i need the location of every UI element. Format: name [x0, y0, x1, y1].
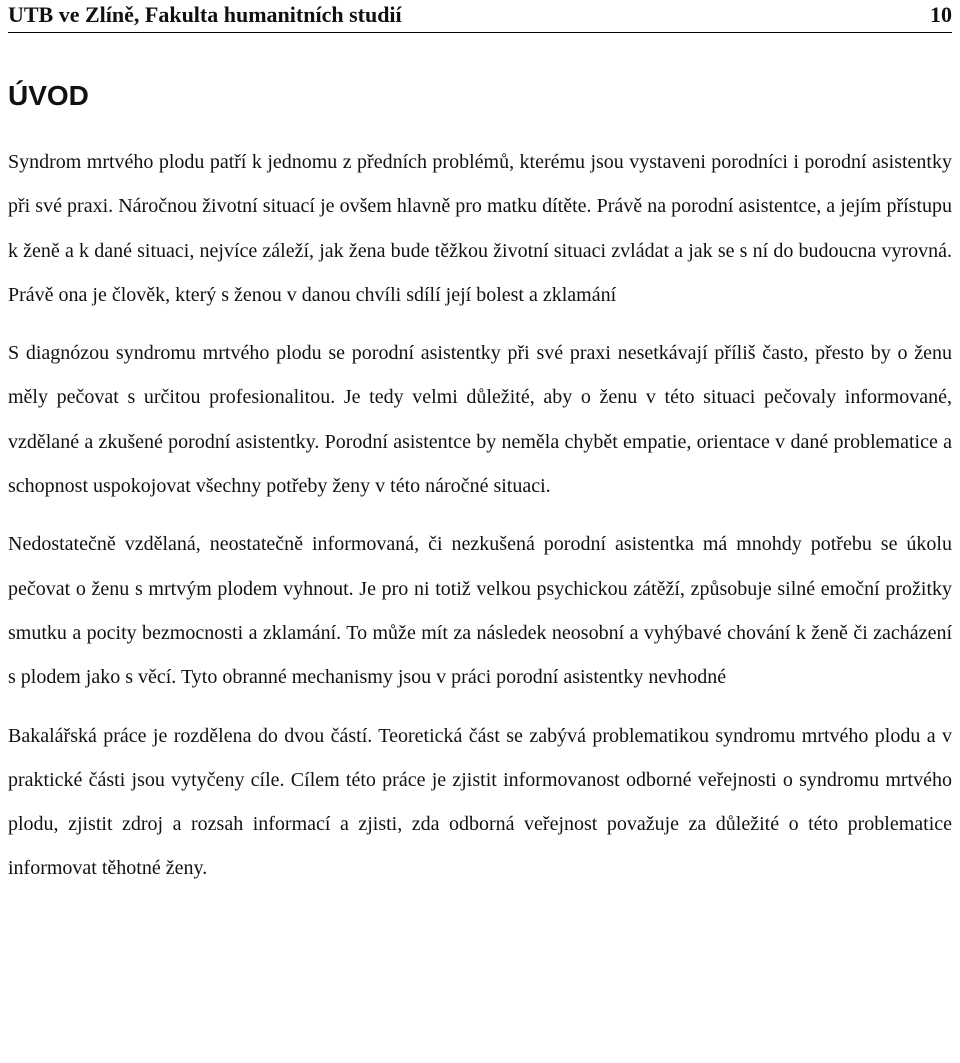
- paragraph-1: Syndrom mrtvého plodu patří k jednomu z předních problémů, kterému jsou vystaveni porodníci i porodní asistentky při své praxi. Náročnou životní situací je ovšem hlavně pro matku dítěte. Právě na porodní asistentce, a jejím přístupu k ženě a k dané situaci, nejvíce záleží, jak žena bude těžkou životní situaci zvládat a jak se s ní do budoucna vyrovná. Právě ona je člověk, který s ženou v danou chvíli sdílí její bolest a zklamání: [8, 151, 952, 306]
- paragraph-3: Nedostatečně vzdělaná, neostatečně informovaná, či nezkušená porodní asistentka má mnohdy potřebu se úkolu pečovat o ženu s mrtvým plodem vyhnout. Je pro ni totiž velkou psychickou zátěží, způsobuje silné emoční prožitky smutku a pocity bezmocnosti a zklamání. To může mít za následek neosobní a vyhýbavé chování k ženě či zacházení s plodem jako s věcí. Tyto obranné mechanismy jsou v práci porodní asistentky nevhodné: [8, 533, 952, 689]
- paragraph-2: S diagnózou syndromu mrtvého plodu se porodní asistentky při své praxi nesetkávají příliš často, přesto by o ženu měly pečovat s určitou profesionalitou. Je tedy velmi důležité, aby o ženu v této situaci pečovaly informované, vzdělané a zkušené porodní asistentky. Porodní asistentce by neměla chybět empatie, orientace v dané problematice a schopnost uspokojovat všechny potřeby ženy v této náročné situaci.: [8, 342, 952, 498]
- chapter-heading: ÚVOD: [8, 80, 89, 111]
- paragraph-4: Bakalářská práce je rozdělena do dvou částí. Teoretická část se zabývá problematikou syndromu mrtvého plodu a v praktické části jsou vytyčeny cíle. Cílem této práce je zjistit informovanost odborné veřejnosti o syndromu mrtvého plodu, zjistit zdroj a rozsah informací a zjisti, zda odborná veřejnost považuje za důležité o této problematice informovat těhotné ženy.: [8, 724, 952, 880]
- header-title: UTB ve Zlíně, Fakulta humanitních studií: [8, 2, 402, 27]
- page-header: [8, 0, 952, 33]
- page-number: 10: [930, 2, 952, 27]
- body-text: [8, 140, 952, 891]
